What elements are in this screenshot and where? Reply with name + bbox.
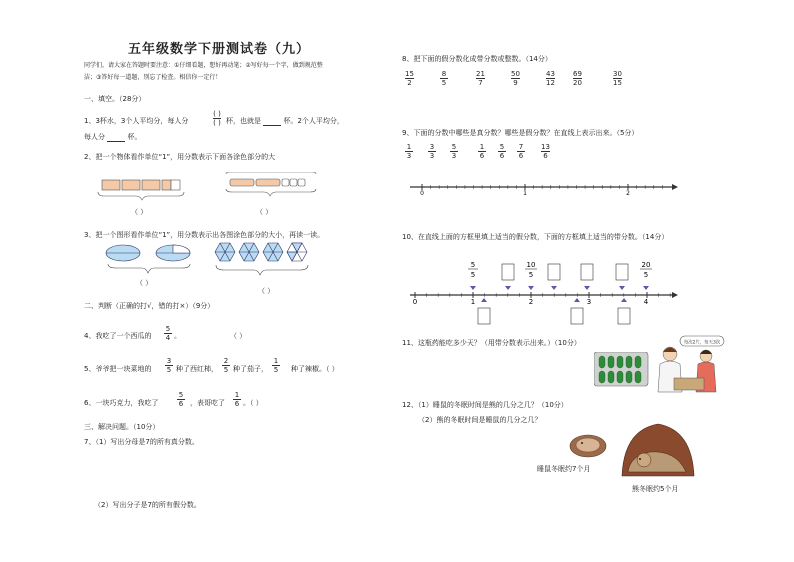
- q10-top-box-4: [616, 264, 628, 280]
- q10-top-frac-1-num: 5: [470, 261, 476, 269]
- intro-line-1: 同学们，请大家在答题时要注意：①仔细看题，想好再动笔；②写好每一个字，做到规范整: [84, 62, 323, 69]
- q10-top-box-1: [502, 264, 514, 280]
- question-6-text-b: ，表哥吃了: [190, 399, 225, 407]
- doctor-illustration: [654, 334, 726, 396]
- q6-fraction-1: 5 6: [178, 391, 184, 408]
- question-8: 8、把下面的假分数化成带分数或整数。（14分）: [402, 55, 552, 63]
- q1-line2-b: 杯。: [127, 133, 142, 141]
- q9-tick-label-0: 0: [420, 190, 424, 196]
- q8-fraction-6: 69 20: [573, 70, 582, 87]
- q3-answer-b[interactable]: （ ）: [258, 287, 275, 295]
- q9-tick-label-2: 2: [626, 190, 630, 196]
- q10-tick-label-0: 0: [412, 298, 418, 306]
- question-9: 9、下面的分数中哪些是真分数？哪些是假分数？在直线上表示出来。（5分）: [402, 129, 639, 137]
- question-12-part-2: （2）熊的冬眠时间是睡鼠的几分之几？: [418, 416, 542, 424]
- q4-fraction: 5 4: [165, 325, 171, 342]
- q6-fraction-2: 1 6: [234, 391, 240, 408]
- q9-number-line[interactable]: [408, 180, 680, 196]
- q9-fraction-2: 3 3: [429, 143, 435, 160]
- q10-top-box-2: [548, 264, 560, 280]
- q10-top-box-3: [581, 264, 593, 280]
- doctor-speech-text: 每次2片，每天3次: [683, 340, 721, 346]
- question-5-text-c: 种了茄子，: [233, 365, 268, 373]
- q10-tick-label-2: 2: [528, 298, 534, 306]
- q10-bottom-box-1: [478, 308, 490, 324]
- section-2-heading: 二、判断（正确的打√，错的打×）（9分）: [84, 302, 215, 310]
- q2-block-group-b: [226, 172, 316, 196]
- q10-number-line[interactable]: [408, 258, 680, 330]
- question-5-text-b: 种了西红柿，: [176, 365, 218, 373]
- question-3: 3、把一个图形看作单位“1”，用分数表示出各图涂色部分的大小，再读一读。: [84, 231, 325, 239]
- question-5-text-d: 种了辣椒。（ ）: [291, 365, 339, 373]
- q9-tick-label-1: 1: [523, 190, 527, 196]
- question-6-text-a: 6、一块巧克力，我吃了: [84, 399, 159, 407]
- dormouse-illustration: [566, 430, 610, 460]
- question-12-part-1: 12、（1）睡鼠的冬眠时间是熊的几分之几？（10分）: [402, 401, 568, 409]
- q3-ellipse-group: [106, 245, 190, 273]
- question-1-line-1: [84, 116, 188, 126]
- question-7-part-1: 7、（1）写出分母是7的所有真分数。: [84, 438, 199, 446]
- q5-fraction-1: 3 5: [166, 357, 172, 374]
- question-11: 11、这瓶药能吃多少天？（用带分数表示出来。）（10分）: [402, 339, 581, 347]
- q8-fraction-4: 50 9: [511, 70, 520, 87]
- q1-text-c: 杯。2个人平均分，: [283, 117, 344, 125]
- question-1-line-1b: [226, 116, 344, 126]
- q8-fraction-5: 43 12: [546, 70, 555, 87]
- q3-answer-a[interactable]: （ ）: [136, 279, 153, 287]
- question-4-text: 4、我吃了一个西瓜的: [84, 332, 152, 340]
- bear-illustration: [620, 420, 696, 480]
- q2-answer-a[interactable]: （ ）: [131, 208, 148, 216]
- q9-fraction-6: 7 6: [518, 143, 524, 160]
- section-3-heading: 三、解决问题。（10分）: [84, 423, 160, 431]
- q4-period: 。: [174, 332, 181, 340]
- q1-text-a: 1、3杯水，3个人平均分，每人分: [84, 117, 189, 125]
- section-1-heading: 一、填空。（28分）: [84, 95, 146, 103]
- question-7-part-2: （2）写出分子是7的所有假分数。: [94, 501, 201, 509]
- bear-caption: 熊冬眠约5个月: [632, 485, 679, 493]
- q10-top-frac-2-den: 5: [528, 271, 534, 279]
- q10-tick-label-3: 3: [586, 298, 592, 306]
- q9-fraction-7: 13 6: [541, 143, 550, 160]
- q2-block-group-a: [98, 180, 184, 200]
- q1-line2-a: 每人分: [84, 133, 105, 141]
- q10-bottom-box-3: [618, 308, 630, 324]
- q10-bottom-box-2: [571, 308, 583, 324]
- q1-blank-2[interactable]: [107, 134, 125, 142]
- q9-fraction-1: 1 3: [406, 143, 412, 160]
- q2-answer-b[interactable]: （ ）: [256, 208, 273, 216]
- q9-fraction-3: 5 3: [451, 143, 457, 160]
- dormouse-caption: 睡鼠冬眠约7个月: [537, 465, 591, 473]
- q8-fraction-3: 21 7: [476, 70, 485, 87]
- q5-fraction-2: 2 5: [223, 357, 229, 374]
- q8-fraction-2: 8 5: [441, 70, 447, 87]
- intro-line-2: 洁；③答好每一道题，别忘了检查。相信你一定行！: [84, 74, 222, 81]
- q1-fraction-blank: ( ) ( ): [213, 110, 221, 127]
- q3-hexagon-group: [215, 243, 308, 275]
- q1-blank-1[interactable]: [263, 118, 281, 126]
- q9-fraction-5: 5 6: [499, 143, 505, 160]
- question-1-line-2: [84, 132, 141, 142]
- q10-tick-label-4: 4: [643, 298, 649, 306]
- q8-fraction-1: 15 2: [405, 70, 414, 87]
- question-10: 10、在直线上面的方框里填上适当的假分数，下面的方框填上适当的带分数。（14分）: [402, 233, 669, 241]
- pill-pack-illustration: [594, 352, 650, 388]
- q10-top-frac-3-num: 20: [641, 261, 651, 269]
- q10-pointers: [470, 286, 649, 302]
- q8-fraction-7: 30 15: [613, 70, 622, 87]
- question-6-text-c: 。（ ）: [243, 399, 263, 407]
- q10-top-frac-2-num: 10: [526, 261, 536, 269]
- q10-tick-label-1: 1: [470, 298, 476, 306]
- q4-answer[interactable]: （ ）: [230, 332, 247, 340]
- page-title: 五年级数学下册测试卷（九）: [128, 42, 311, 57]
- question-2: 2、把一个物体看作单位“1”，用分数表示下面各涂色部分的大: [84, 153, 276, 161]
- q10-top-frac-3-den: 5: [643, 271, 649, 279]
- q9-fraction-4: 1 6: [479, 143, 485, 160]
- q5-fraction-3: 1 5: [273, 357, 279, 374]
- q2-figures: [96, 172, 326, 202]
- q1-text-b: 杯，也就是: [226, 117, 261, 125]
- question-5-text-a: 5、爷爷把一块菜地的: [84, 365, 152, 373]
- q10-top-frac-1-den: 5: [470, 271, 476, 279]
